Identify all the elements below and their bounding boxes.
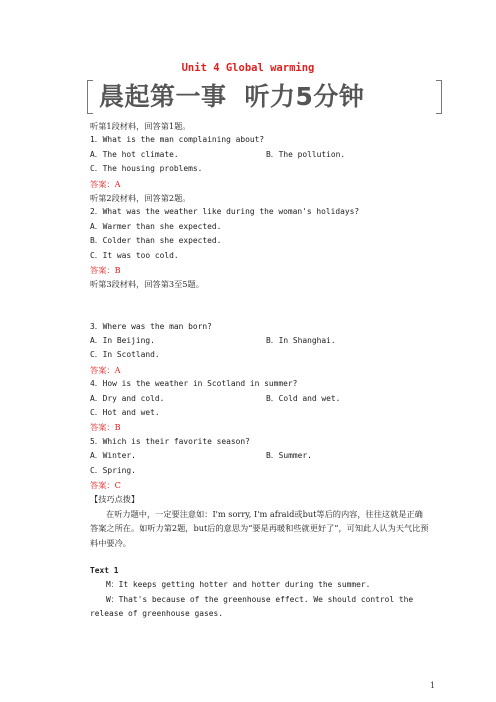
option-c: C．It was too cold. bbox=[90, 250, 179, 260]
banner-right-text: 听力5分钟 bbox=[244, 82, 365, 111]
option-c: C．Spring. bbox=[90, 465, 136, 475]
options-row bbox=[90, 334, 430, 348]
unit-title: Unit 4 Global warming bbox=[181, 62, 315, 74]
banner-right-bracket bbox=[436, 80, 442, 114]
tips-paragraph: 在听力题中，一定要注意如：I'm sorry, I'm afraid或but等后的内容，往往这就是正确答案之所在。如听力第2题，but后的意思为“要是再暖和些就更好了”，可知此人认为天气比预料中要冷。 bbox=[90, 508, 429, 548]
question-2: 2．What was the weather like during the woman's holidays? bbox=[90, 207, 360, 217]
option-b: B．In Shanghai. bbox=[266, 336, 336, 346]
option-b: B．The pollution. bbox=[266, 149, 346, 159]
option-a: A．Warmer than she expected. bbox=[90, 221, 222, 231]
option-b: B．Summer. bbox=[266, 451, 312, 461]
banner-left-bracket bbox=[87, 80, 93, 114]
section-intro: 听第1段材料，回答第1题。 bbox=[90, 121, 191, 131]
banner-text bbox=[99, 80, 429, 114]
answer-1: 答案：A bbox=[90, 178, 121, 189]
option-a: A．Winter. bbox=[90, 451, 136, 461]
question-1: 1．What is the man complaining about? bbox=[90, 135, 265, 145]
option-a: A．Dry and cold. bbox=[90, 393, 165, 403]
document-body bbox=[90, 119, 430, 622]
banner-left-text: 晨起第一事 bbox=[99, 82, 227, 111]
answer-4: 答案：B bbox=[90, 422, 121, 433]
section-intro: 听第3段材料，回答第3至5题。 bbox=[90, 279, 204, 290]
text1-line-w: W：That's because of the greenhouse effect. We should control the release of greenhouse gases. bbox=[90, 594, 414, 619]
question-4: 4．How is the weather in Scotland in summer? bbox=[90, 379, 298, 389]
option-c: C．Hot and wet. bbox=[90, 408, 160, 418]
option-c: C．The housing problems. bbox=[90, 164, 203, 174]
question-3: 3．Where was the man born? bbox=[90, 321, 212, 331]
options-row bbox=[90, 449, 430, 463]
text1-heading: Text 1 bbox=[90, 565, 119, 575]
options-row bbox=[90, 148, 430, 162]
section-intro: 听第2段材料，回答第2题。 bbox=[90, 192, 191, 203]
tips-heading: 【技巧点拨】 bbox=[90, 494, 140, 505]
option-a: A．In Beijing. bbox=[90, 336, 155, 346]
answer-3: 答案：A bbox=[90, 364, 121, 375]
option-c: C．In Scotland. bbox=[90, 350, 160, 360]
options-row bbox=[90, 392, 430, 406]
option-b: B．Colder than she expected. bbox=[90, 236, 222, 246]
option-a: A．The hot climate. bbox=[90, 149, 179, 159]
section-banner bbox=[87, 80, 442, 114]
option-b: B．Cold and wet. bbox=[266, 393, 341, 403]
answer-5: 答案：C bbox=[90, 479, 121, 490]
question-5: 5．Which is their favorite season? bbox=[90, 436, 250, 446]
text1-line-m: M：It keeps getting hotter and hotter during the summer. bbox=[106, 580, 371, 590]
answer-2: 答案：B bbox=[90, 264, 121, 275]
page-number: 1 bbox=[430, 681, 436, 690]
